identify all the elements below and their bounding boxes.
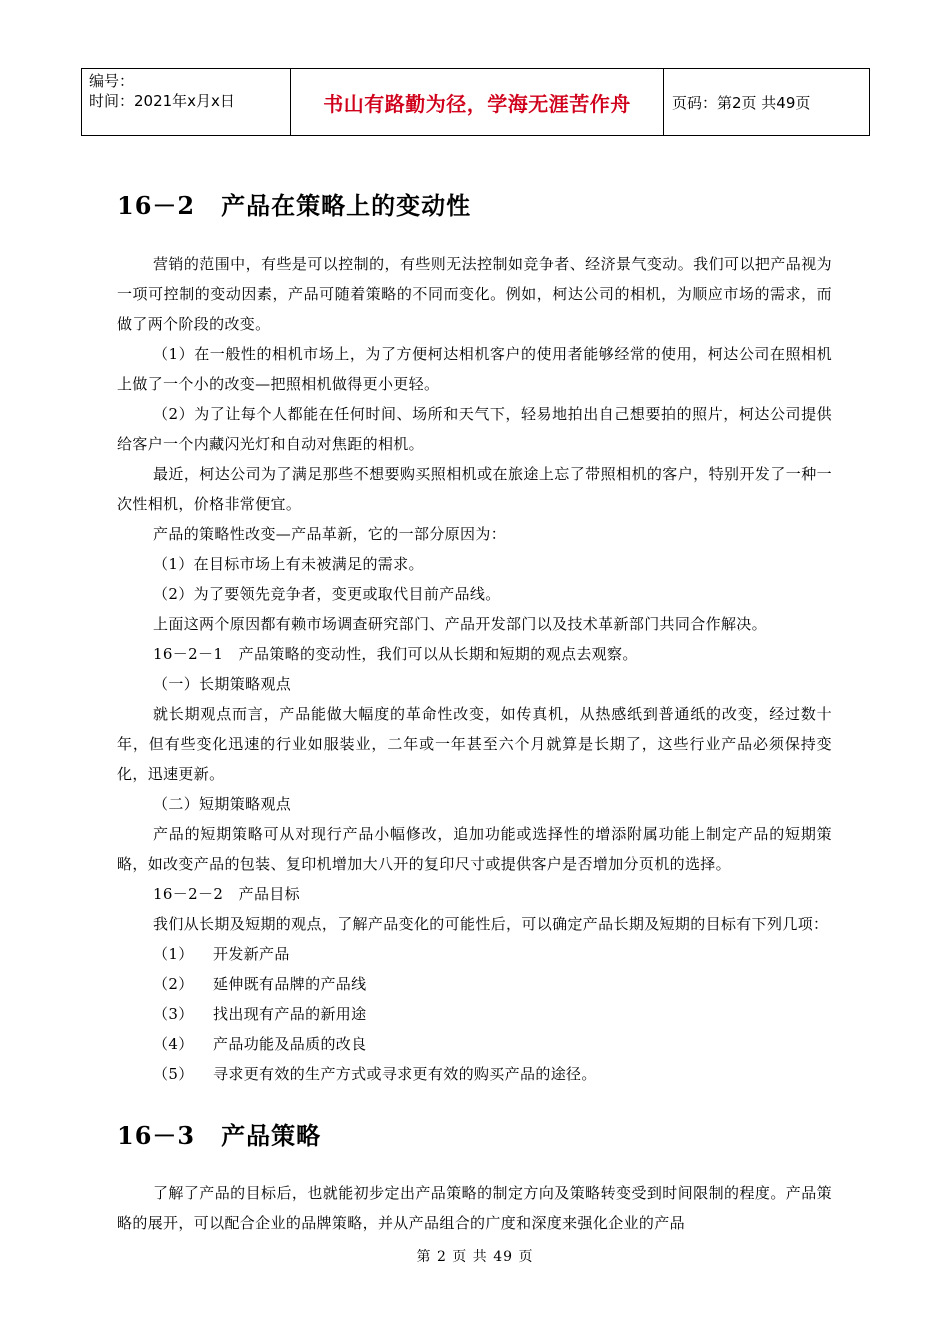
list-item [117, 939, 832, 969]
section-number: 16－2 [117, 191, 196, 220]
paragraph: （1）在目标市场上有未被满足的需求。 [153, 555, 424, 573]
header-page-label: 页码：第2页 共49页 [664, 69, 870, 136]
list-item [117, 999, 832, 1029]
paragraph: 产品的策略性改变—产品革新，它的一部分原因为： [153, 525, 507, 543]
paragraph: 就长期观点而言，产品能做大幅度的革命性改变，如传真机，从热感纸到普通纸的改变，经过数十年，但有些变化迅速的行业如服装业，二年或一年甚至六个月就算是长期了，这些行业产品必须保持变化，迅速更新。 [117, 705, 832, 783]
document-number-label: 编号： [89, 72, 135, 90]
paragraph: 了解了产品的目标后，也就能初步定出产品策略的制定方向及策略转变受到时间限制的程度。产品策略的展开，可以配合企业的品牌策略，并从产品组合的广度和深度来强化企业的产品 [117, 1184, 832, 1232]
section-16-3-body [117, 1178, 832, 1238]
subsection-heading: （二）短期策略观点 [153, 795, 292, 813]
paragraph: （1）在一般性的相机市场上，为了方便柯达相机客户的使用者能够经常的使用，柯达公司在照相机上做了一个小的改变—把照相机做得更小更轻。 [117, 345, 832, 393]
list-text: 产品功能及品质的改良 [213, 1035, 367, 1053]
section-16-2-body [117, 249, 832, 1089]
list-text: 延伸既有品牌的产品线 [213, 975, 367, 993]
section-number: 16－3 [117, 1121, 196, 1150]
list-item [117, 1029, 832, 1059]
document-date-label: 时间：2021年x月x日 [89, 92, 235, 110]
page-footer: 第 2 页 共 49 页 [416, 1249, 534, 1265]
paragraph: 我们从长期及短期的观点，了解产品变化的可能性后，可以确定产品长期及短期的目标有下列几项： [153, 915, 829, 933]
list-number: （4） [153, 1035, 194, 1053]
list-text: 找出现有产品的新用途 [213, 1005, 367, 1023]
section-title: 产品策略 [221, 1121, 322, 1150]
paragraph: （2）为了要领先竞争者，变更或取代目前产品线。 [153, 585, 501, 603]
list-number: （5） [153, 1065, 194, 1083]
paragraph: 最近，柯达公司为了满足那些不想要购买照相机或在旅途上忘了带照相机的客户，特别开发了一种一次性相机，价格非常便宜。 [117, 465, 832, 513]
list-number: （1） [153, 945, 194, 963]
header-table [81, 68, 870, 136]
list-item [117, 969, 832, 999]
section-16-3-heading [117, 1116, 321, 1151]
subsection-heading: （一）长期策略观点 [153, 675, 292, 693]
list-number: （2） [153, 975, 194, 993]
header-motto: 书山有路勤为径，学海无涯苦作舟 [291, 69, 664, 136]
section-title: 产品在策略上的变动性 [221, 191, 472, 220]
list-item [117, 1059, 832, 1089]
paragraph: （2）为了让每个人都能在任何时间、场所和天气下，轻易地拍出自己想要拍的照片，柯达公司提供给客户一个内藏闪光灯和自动对焦距的相机。 [117, 405, 832, 453]
paragraph: 营销的范围中，有些是可以控制的，有些则无法控制如竞争者、经济景气变动。我们可以把产品视为一项可控制的变动因素，产品可随着策略的不同而变化。例如，柯达公司的相机，为顺应市场的需求，而做了两个阶段的改变。 [117, 255, 832, 333]
header-info-cell [82, 69, 291, 136]
list-text: 开发新产品 [213, 945, 290, 963]
subsection-heading: 16－2－2 产品目标 [153, 885, 301, 903]
paragraph: 上面这两个原因都有赖市场调查研究部门、产品开发部门以及技术革新部门共同合作解决。 [153, 615, 768, 633]
subsection-heading: 16－2－1 产品策略的变动性，我们可以从长期和短期的观点去观察。 [153, 645, 638, 663]
paragraph: 产品的短期策略可从对现行产品小幅修改，追加功能或选择性的增添附属功能上制定产品的短期策略，如改变产品的包装、复印机增加大八开的复印尺寸或提供客户是否增加分页机的选择。 [117, 825, 832, 873]
list-number: （3） [153, 1005, 194, 1023]
section-16-2-heading [117, 186, 471, 221]
list-text: 寻求更有效的生产方式或寻求更有效的购买产品的途径。 [213, 1065, 597, 1083]
